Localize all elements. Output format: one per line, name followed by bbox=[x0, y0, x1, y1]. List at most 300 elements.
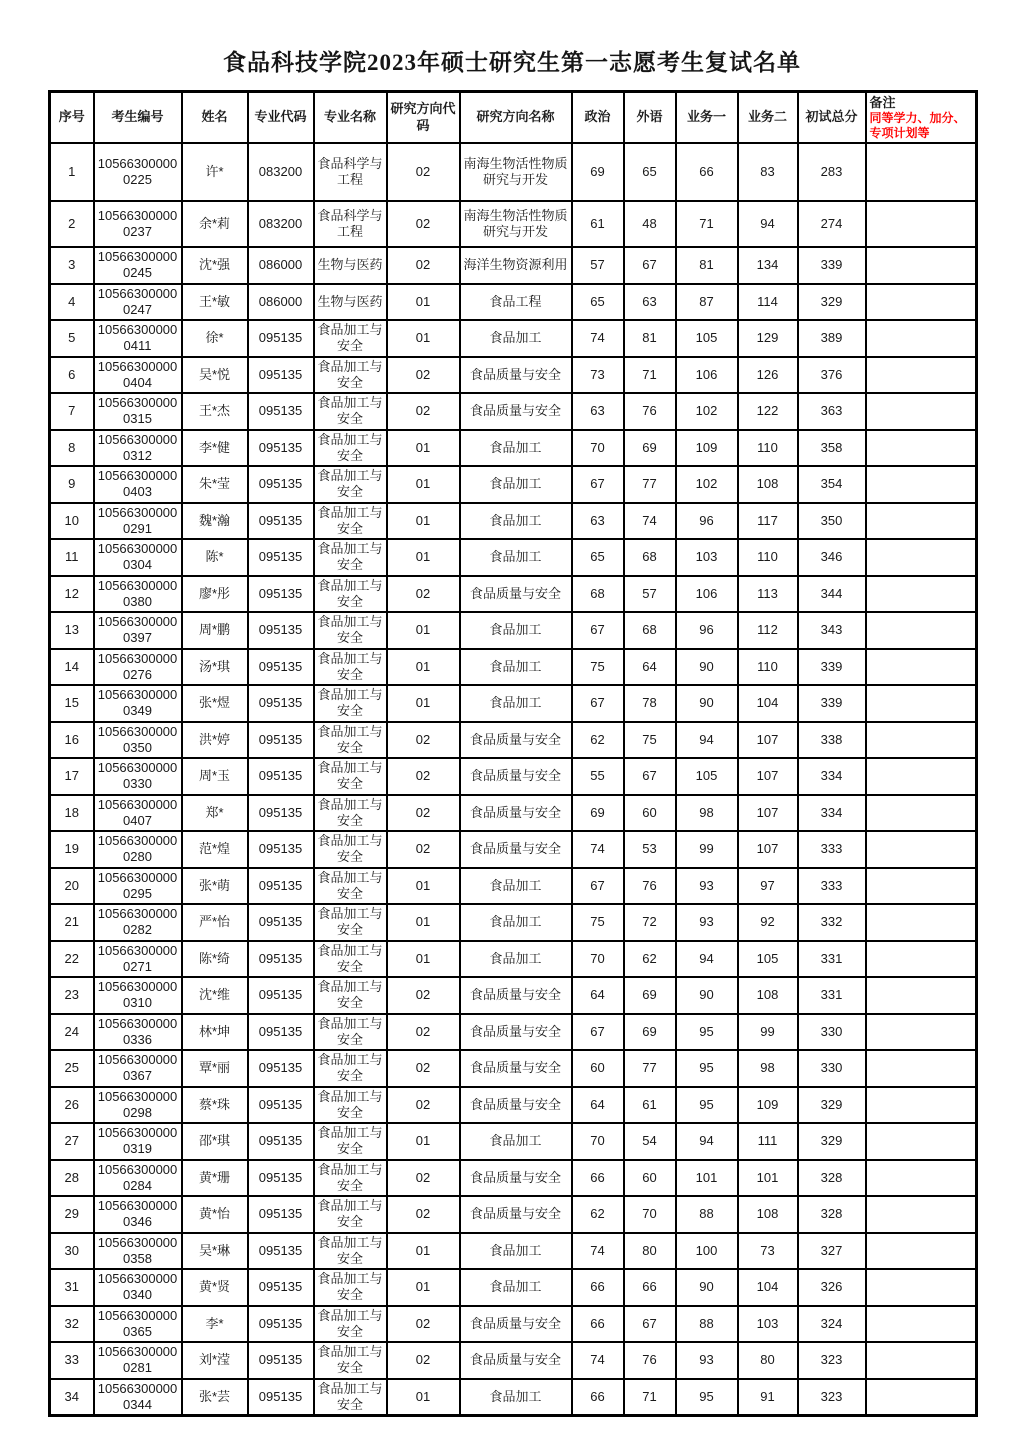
cell-name: 黄*怡 bbox=[182, 1196, 248, 1233]
cell-remark bbox=[866, 143, 977, 201]
cell-direction-name: 食品加工 bbox=[460, 539, 572, 576]
cell-remark bbox=[866, 393, 977, 430]
cell-foreign-language: 65 bbox=[624, 143, 676, 201]
cell-candidate-id: 105663000000310 bbox=[94, 977, 182, 1014]
cell-foreign-language: 69 bbox=[624, 977, 676, 1014]
cell-name: 黄*贤 bbox=[182, 1269, 248, 1306]
cell-direction-code: 02 bbox=[387, 758, 460, 795]
cell-direction-code: 01 bbox=[387, 649, 460, 686]
cell-direction-name: 食品加工 bbox=[460, 1269, 572, 1306]
cell-seq: 15 bbox=[50, 685, 94, 722]
cell-major-name: 食品加工与安全 bbox=[314, 503, 387, 540]
cell-major-code: 095135 bbox=[248, 977, 314, 1014]
cell-business-1: 93 bbox=[676, 1342, 738, 1379]
cell-foreign-language: 54 bbox=[624, 1123, 676, 1160]
cell-name: 沈*维 bbox=[182, 977, 248, 1014]
cell-direction-code: 01 bbox=[387, 539, 460, 576]
cell-politics: 66 bbox=[572, 1306, 624, 1343]
header-business-2: 业务二 bbox=[738, 92, 798, 144]
cell-major-name: 食品加工与安全 bbox=[314, 466, 387, 503]
table-row bbox=[50, 503, 977, 540]
cell-name: 王*杰 bbox=[182, 393, 248, 430]
table-body bbox=[50, 143, 977, 1416]
cell-direction-name: 食品质量与安全 bbox=[460, 1306, 572, 1343]
cell-politics: 60 bbox=[572, 1050, 624, 1087]
cell-direction-code: 01 bbox=[387, 612, 460, 649]
cell-name: 廖*彤 bbox=[182, 576, 248, 613]
cell-politics: 62 bbox=[572, 1196, 624, 1233]
cell-remark bbox=[866, 284, 977, 321]
cell-seq: 4 bbox=[50, 284, 94, 321]
cell-direction-name: 食品质量与安全 bbox=[460, 1160, 572, 1197]
cell-foreign-language: 71 bbox=[624, 357, 676, 394]
cell-remark bbox=[866, 357, 977, 394]
cell-remark bbox=[866, 1233, 977, 1270]
header-seq: 序号 bbox=[50, 92, 94, 144]
cell-politics: 74 bbox=[572, 1233, 624, 1270]
cell-total-score: 326 bbox=[798, 1269, 866, 1306]
cell-foreign-language: 67 bbox=[624, 1306, 676, 1343]
cell-politics: 70 bbox=[572, 1123, 624, 1160]
cell-candidate-id: 105663000000380 bbox=[94, 576, 182, 613]
cell-total-score: 346 bbox=[798, 539, 866, 576]
cell-candidate-id: 105663000000315 bbox=[94, 393, 182, 430]
cell-major-name: 生物与医药 bbox=[314, 247, 387, 284]
cell-foreign-language: 76 bbox=[624, 393, 676, 430]
cell-politics: 66 bbox=[572, 1379, 624, 1416]
cell-direction-code: 02 bbox=[387, 977, 460, 1014]
cell-major-code: 095135 bbox=[248, 722, 314, 759]
cell-remark bbox=[866, 758, 977, 795]
cell-seq: 24 bbox=[50, 1014, 94, 1051]
cell-major-name: 食品加工与安全 bbox=[314, 685, 387, 722]
table-header bbox=[50, 92, 977, 144]
cell-direction-code: 02 bbox=[387, 831, 460, 868]
cell-candidate-id: 105663000000349 bbox=[94, 685, 182, 722]
cell-major-name: 食品加工与安全 bbox=[314, 977, 387, 1014]
cell-politics: 69 bbox=[572, 795, 624, 832]
cell-business-1: 109 bbox=[676, 430, 738, 467]
cell-major-name: 食品加工与安全 bbox=[314, 795, 387, 832]
cell-direction-code: 02 bbox=[387, 357, 460, 394]
cell-direction-code: 02 bbox=[387, 393, 460, 430]
cell-direction-code: 01 bbox=[387, 1269, 460, 1306]
cell-politics: 67 bbox=[572, 685, 624, 722]
cell-seq: 7 bbox=[50, 393, 94, 430]
cell-business-2: 110 bbox=[738, 649, 798, 686]
cell-business-1: 88 bbox=[676, 1306, 738, 1343]
cell-foreign-language: 77 bbox=[624, 466, 676, 503]
cell-major-name: 食品加工与安全 bbox=[314, 539, 387, 576]
table-row bbox=[50, 685, 977, 722]
table-row bbox=[50, 143, 977, 201]
cell-politics: 73 bbox=[572, 357, 624, 394]
cell-direction-code: 02 bbox=[387, 201, 460, 247]
cell-politics: 67 bbox=[572, 612, 624, 649]
cell-business-2: 129 bbox=[738, 320, 798, 357]
cell-seq: 30 bbox=[50, 1233, 94, 1270]
cell-business-1: 93 bbox=[676, 904, 738, 941]
cell-direction-name: 食品加工 bbox=[460, 941, 572, 978]
cell-politics: 74 bbox=[572, 320, 624, 357]
cell-total-score: 358 bbox=[798, 430, 866, 467]
cell-business-2: 73 bbox=[738, 1233, 798, 1270]
cell-total-score: 334 bbox=[798, 758, 866, 795]
cell-major-name: 食品加工与安全 bbox=[314, 649, 387, 686]
cell-name: 魏*瀚 bbox=[182, 503, 248, 540]
table-row bbox=[50, 1160, 977, 1197]
cell-direction-name: 食品质量与安全 bbox=[460, 758, 572, 795]
cell-politics: 74 bbox=[572, 1342, 624, 1379]
cell-candidate-id: 105663000000271 bbox=[94, 941, 182, 978]
cell-major-code: 095135 bbox=[248, 941, 314, 978]
cell-major-name: 食品加工与安全 bbox=[314, 941, 387, 978]
cell-politics: 63 bbox=[572, 393, 624, 430]
cell-major-code: 095135 bbox=[248, 904, 314, 941]
cell-total-score: 283 bbox=[798, 143, 866, 201]
cell-business-1: 71 bbox=[676, 201, 738, 247]
cell-direction-name: 食品质量与安全 bbox=[460, 1014, 572, 1051]
cell-candidate-id: 105663000000404 bbox=[94, 357, 182, 394]
cell-seq: 25 bbox=[50, 1050, 94, 1087]
cell-total-score: 328 bbox=[798, 1196, 866, 1233]
cell-name: 范*煌 bbox=[182, 831, 248, 868]
cell-business-1: 101 bbox=[676, 1160, 738, 1197]
cell-business-1: 93 bbox=[676, 868, 738, 905]
cell-business-1: 95 bbox=[676, 1087, 738, 1124]
cell-candidate-id: 105663000000237 bbox=[94, 201, 182, 247]
cell-politics: 69 bbox=[572, 143, 624, 201]
remark-header-note: 同等学力、加分、专项计划等 bbox=[869, 111, 966, 140]
cell-business-1: 105 bbox=[676, 320, 738, 357]
cell-seq: 11 bbox=[50, 539, 94, 576]
cell-remark bbox=[866, 649, 977, 686]
cell-seq: 14 bbox=[50, 649, 94, 686]
table-row bbox=[50, 1269, 977, 1306]
header-business-1: 业务一 bbox=[676, 92, 738, 144]
cell-candidate-id: 105663000000336 bbox=[94, 1014, 182, 1051]
cell-business-1: 87 bbox=[676, 284, 738, 321]
cell-business-2: 91 bbox=[738, 1379, 798, 1416]
cell-candidate-id: 105663000000276 bbox=[94, 649, 182, 686]
table-row bbox=[50, 941, 977, 978]
cell-business-1: 103 bbox=[676, 539, 738, 576]
cell-business-1: 99 bbox=[676, 831, 738, 868]
cell-total-score: 328 bbox=[798, 1160, 866, 1197]
cell-remark bbox=[866, 320, 977, 357]
cell-major-name: 生物与医药 bbox=[314, 284, 387, 321]
cell-business-2: 109 bbox=[738, 1087, 798, 1124]
cell-direction-code: 01 bbox=[387, 430, 460, 467]
cell-total-score: 331 bbox=[798, 941, 866, 978]
cell-major-code: 095135 bbox=[248, 430, 314, 467]
cell-foreign-language: 53 bbox=[624, 831, 676, 868]
table-row bbox=[50, 284, 977, 321]
cell-total-score: 324 bbox=[798, 1306, 866, 1343]
cell-remark bbox=[866, 1269, 977, 1306]
cell-major-name: 食品加工与安全 bbox=[314, 831, 387, 868]
cell-total-score: 334 bbox=[798, 795, 866, 832]
cell-major-name: 食品加工与安全 bbox=[314, 1123, 387, 1160]
cell-seq: 9 bbox=[50, 466, 94, 503]
cell-major-name: 食品加工与安全 bbox=[314, 576, 387, 613]
cell-politics: 70 bbox=[572, 430, 624, 467]
cell-major-code: 095135 bbox=[248, 1233, 314, 1270]
cell-direction-name: 食品加工 bbox=[460, 503, 572, 540]
cell-major-name: 食品加工与安全 bbox=[314, 393, 387, 430]
header-remark bbox=[866, 92, 977, 144]
table-row bbox=[50, 649, 977, 686]
cell-total-score: 376 bbox=[798, 357, 866, 394]
cell-direction-name: 食品质量与安全 bbox=[460, 1196, 572, 1233]
cell-name: 覃*丽 bbox=[182, 1050, 248, 1087]
cell-business-2: 83 bbox=[738, 143, 798, 201]
cell-remark bbox=[866, 1196, 977, 1233]
cell-seq: 6 bbox=[50, 357, 94, 394]
cell-direction-code: 02 bbox=[387, 722, 460, 759]
cell-total-score: 329 bbox=[798, 1123, 866, 1160]
cell-candidate-id: 105663000000304 bbox=[94, 539, 182, 576]
table-row bbox=[50, 393, 977, 430]
cell-seq: 12 bbox=[50, 576, 94, 613]
cell-remark bbox=[866, 539, 977, 576]
cell-foreign-language: 77 bbox=[624, 1050, 676, 1087]
cell-remark bbox=[866, 977, 977, 1014]
cell-foreign-language: 69 bbox=[624, 1014, 676, 1051]
cell-name: 洪*婷 bbox=[182, 722, 248, 759]
cell-business-1: 90 bbox=[676, 1269, 738, 1306]
cell-candidate-id: 105663000000281 bbox=[94, 1342, 182, 1379]
cell-name: 张*萌 bbox=[182, 868, 248, 905]
cell-seq: 22 bbox=[50, 941, 94, 978]
table-row bbox=[50, 1196, 977, 1233]
cell-direction-name: 食品质量与安全 bbox=[460, 1087, 572, 1124]
cell-remark bbox=[866, 904, 977, 941]
cell-major-name: 食品加工与安全 bbox=[314, 1087, 387, 1124]
cell-remark bbox=[866, 466, 977, 503]
cell-direction-code: 02 bbox=[387, 1196, 460, 1233]
cell-direction-name: 食品加工 bbox=[460, 868, 572, 905]
cell-major-code: 095135 bbox=[248, 576, 314, 613]
cell-total-score: 344 bbox=[798, 576, 866, 613]
cell-foreign-language: 80 bbox=[624, 1233, 676, 1270]
cell-major-code: 095135 bbox=[248, 1379, 314, 1416]
cell-foreign-language: 48 bbox=[624, 201, 676, 247]
cell-major-code: 086000 bbox=[248, 284, 314, 321]
cell-name: 陈*绮 bbox=[182, 941, 248, 978]
cell-major-code: 083200 bbox=[248, 143, 314, 201]
cell-candidate-id: 105663000000247 bbox=[94, 284, 182, 321]
cell-politics: 74 bbox=[572, 831, 624, 868]
cell-major-code: 095135 bbox=[248, 649, 314, 686]
cell-foreign-language: 67 bbox=[624, 758, 676, 795]
cell-major-name: 食品加工与安全 bbox=[314, 1014, 387, 1051]
table-row bbox=[50, 722, 977, 759]
cell-remark bbox=[866, 1379, 977, 1416]
table-row bbox=[50, 1050, 977, 1087]
header-row bbox=[50, 92, 977, 144]
cell-direction-name: 食品质量与安全 bbox=[460, 576, 572, 613]
cell-candidate-id: 105663000000346 bbox=[94, 1196, 182, 1233]
cell-direction-code: 02 bbox=[387, 1014, 460, 1051]
cell-total-score: 350 bbox=[798, 503, 866, 540]
cell-seq: 13 bbox=[50, 612, 94, 649]
cell-candidate-id: 105663000000298 bbox=[94, 1087, 182, 1124]
cell-total-score: 329 bbox=[798, 1087, 866, 1124]
cell-business-1: 102 bbox=[676, 466, 738, 503]
cell-remark bbox=[866, 868, 977, 905]
cell-business-2: 110 bbox=[738, 539, 798, 576]
cell-remark bbox=[866, 201, 977, 247]
cell-foreign-language: 64 bbox=[624, 649, 676, 686]
cell-direction-name: 食品加工 bbox=[460, 1123, 572, 1160]
cell-name: 林*坤 bbox=[182, 1014, 248, 1051]
cell-business-1: 95 bbox=[676, 1014, 738, 1051]
cell-total-score: 323 bbox=[798, 1379, 866, 1416]
cell-candidate-id: 105663000000245 bbox=[94, 247, 182, 284]
cell-major-code: 086000 bbox=[248, 247, 314, 284]
cell-major-name: 食品加工与安全 bbox=[314, 1306, 387, 1343]
cell-major-name: 食品加工与安全 bbox=[314, 320, 387, 357]
cell-major-name: 食品加工与安全 bbox=[314, 1196, 387, 1233]
cell-candidate-id: 105663000000295 bbox=[94, 868, 182, 905]
cell-major-code: 095135 bbox=[248, 795, 314, 832]
cell-total-score: 333 bbox=[798, 868, 866, 905]
cell-direction-code: 01 bbox=[387, 1123, 460, 1160]
cell-business-1: 102 bbox=[676, 393, 738, 430]
table-row bbox=[50, 1014, 977, 1051]
cell-major-name: 食品加工与安全 bbox=[314, 612, 387, 649]
cell-direction-name: 食品加工 bbox=[460, 320, 572, 357]
table-row bbox=[50, 201, 977, 247]
cell-candidate-id: 105663000000225 bbox=[94, 143, 182, 201]
cell-total-score: 327 bbox=[798, 1233, 866, 1270]
cell-candidate-id: 105663000000358 bbox=[94, 1233, 182, 1270]
cell-politics: 62 bbox=[572, 722, 624, 759]
cell-business-2: 108 bbox=[738, 466, 798, 503]
cell-major-code: 095135 bbox=[248, 758, 314, 795]
cell-candidate-id: 105663000000411 bbox=[94, 320, 182, 357]
cell-seq: 31 bbox=[50, 1269, 94, 1306]
cell-total-score: 339 bbox=[798, 685, 866, 722]
cell-seq: 34 bbox=[50, 1379, 94, 1416]
cell-seq: 27 bbox=[50, 1123, 94, 1160]
cell-major-code: 095135 bbox=[248, 1306, 314, 1343]
cell-direction-name: 食品加工 bbox=[460, 685, 572, 722]
cell-major-code: 095135 bbox=[248, 393, 314, 430]
cell-total-score: 389 bbox=[798, 320, 866, 357]
table-row bbox=[50, 758, 977, 795]
cell-foreign-language: 76 bbox=[624, 868, 676, 905]
cell-seq: 18 bbox=[50, 795, 94, 832]
cell-direction-code: 02 bbox=[387, 143, 460, 201]
cell-business-2: 107 bbox=[738, 795, 798, 832]
table-row bbox=[50, 430, 977, 467]
cell-foreign-language: 74 bbox=[624, 503, 676, 540]
cell-direction-name: 食品加工 bbox=[460, 466, 572, 503]
cell-politics: 66 bbox=[572, 1269, 624, 1306]
cell-seq: 26 bbox=[50, 1087, 94, 1124]
cell-direction-code: 01 bbox=[387, 685, 460, 722]
cell-direction-name: 食品质量与安全 bbox=[460, 1342, 572, 1379]
cell-seq: 16 bbox=[50, 722, 94, 759]
cell-remark bbox=[866, 1306, 977, 1343]
cell-business-1: 100 bbox=[676, 1233, 738, 1270]
cell-seq: 8 bbox=[50, 430, 94, 467]
cell-business-1: 95 bbox=[676, 1379, 738, 1416]
cell-foreign-language: 69 bbox=[624, 430, 676, 467]
cell-total-score: 323 bbox=[798, 1342, 866, 1379]
cell-business-2: 114 bbox=[738, 284, 798, 321]
cell-total-score: 332 bbox=[798, 904, 866, 941]
cell-candidate-id: 105663000000330 bbox=[94, 758, 182, 795]
cell-name: 黄*珊 bbox=[182, 1160, 248, 1197]
table-row bbox=[50, 1233, 977, 1270]
cell-total-score: 338 bbox=[798, 722, 866, 759]
cell-politics: 64 bbox=[572, 977, 624, 1014]
cell-seq: 20 bbox=[50, 868, 94, 905]
table-row bbox=[50, 1123, 977, 1160]
cell-name: 李*健 bbox=[182, 430, 248, 467]
cell-major-name: 食品加工与安全 bbox=[314, 1050, 387, 1087]
cell-remark bbox=[866, 795, 977, 832]
cell-direction-code: 02 bbox=[387, 576, 460, 613]
cell-name: 沈*强 bbox=[182, 247, 248, 284]
cell-direction-code: 01 bbox=[387, 466, 460, 503]
cell-major-code: 095135 bbox=[248, 1160, 314, 1197]
table-row bbox=[50, 357, 977, 394]
cell-candidate-id: 105663000000280 bbox=[94, 831, 182, 868]
cell-direction-code: 02 bbox=[387, 1342, 460, 1379]
cell-seq: 23 bbox=[50, 977, 94, 1014]
cell-total-score: 274 bbox=[798, 201, 866, 247]
cell-direction-name: 食品质量与安全 bbox=[460, 393, 572, 430]
cell-business-2: 105 bbox=[738, 941, 798, 978]
header-direction-code: 研究方向代码 bbox=[387, 92, 460, 144]
cell-business-1: 106 bbox=[676, 576, 738, 613]
cell-business-2: 111 bbox=[738, 1123, 798, 1160]
cell-name: 陈* bbox=[182, 539, 248, 576]
cell-direction-name: 食品加工 bbox=[460, 649, 572, 686]
cell-politics: 67 bbox=[572, 466, 624, 503]
cell-major-code: 095135 bbox=[248, 1123, 314, 1160]
cell-foreign-language: 70 bbox=[624, 1196, 676, 1233]
cell-major-name: 食品加工与安全 bbox=[314, 357, 387, 394]
cell-business-2: 107 bbox=[738, 758, 798, 795]
cell-major-name: 食品科学与工程 bbox=[314, 201, 387, 247]
cell-candidate-id: 105663000000284 bbox=[94, 1160, 182, 1197]
cell-business-1: 94 bbox=[676, 941, 738, 978]
cell-candidate-id: 105663000000407 bbox=[94, 795, 182, 832]
cell-business-2: 101 bbox=[738, 1160, 798, 1197]
cell-business-2: 108 bbox=[738, 977, 798, 1014]
cell-foreign-language: 61 bbox=[624, 1087, 676, 1124]
cell-foreign-language: 72 bbox=[624, 904, 676, 941]
cell-business-2: 112 bbox=[738, 612, 798, 649]
cell-major-code: 095135 bbox=[248, 1342, 314, 1379]
header-major-code: 专业代码 bbox=[248, 92, 314, 144]
cell-direction-name: 食品质量与安全 bbox=[460, 795, 572, 832]
cell-business-2: 122 bbox=[738, 393, 798, 430]
cell-politics: 64 bbox=[572, 1087, 624, 1124]
cell-politics: 67 bbox=[572, 868, 624, 905]
cell-name: 郑* bbox=[182, 795, 248, 832]
cell-politics: 65 bbox=[572, 284, 624, 321]
cell-politics: 55 bbox=[572, 758, 624, 795]
cell-remark bbox=[866, 831, 977, 868]
cell-major-code: 083200 bbox=[248, 201, 314, 247]
cell-major-code: 095135 bbox=[248, 1196, 314, 1233]
